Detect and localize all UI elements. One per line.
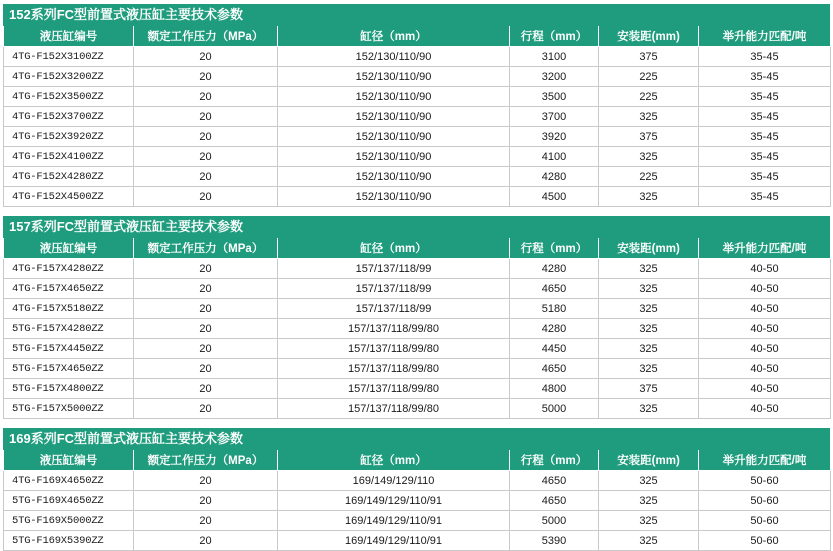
table-row [4,379,831,399]
cell-model: 4TG-F152X4100ZZ [4,147,134,167]
cell-bore: 152/130/110/90 [278,147,510,167]
cell-mounting: 325 [599,491,699,511]
cell-stroke: 4650 [510,471,599,491]
cell-stroke: 5000 [510,511,599,531]
table-row [4,47,831,67]
cell-bore: 157/137/118/99/80 [278,379,510,399]
column-header-stroke: 行程（mm） [510,238,599,259]
cell-pressure: 20 [134,511,278,531]
column-header-mounting: 安装距(mm) [599,450,699,471]
cell-mounting: 325 [599,187,699,207]
cell-model: 4TG-F152X3920ZZ [4,127,134,147]
column-header-mounting: 安装距(mm) [599,238,699,259]
column-header-bore: 缸径（mm） [278,26,510,47]
table-body [4,47,831,207]
column-header-model: 液压缸编号 [4,26,134,47]
cell-model: 4TG-F157X4650ZZ [4,279,134,299]
spec-table [3,450,831,551]
cell-mounting: 225 [599,67,699,87]
section-title: 157系列FC型前置式液压缸主要技术参数 [3,216,830,238]
cell-stroke: 3700 [510,107,599,127]
table-row [4,299,831,319]
column-header-capacity: 举升能力匹配/吨 [699,26,831,47]
cell-pressure: 20 [134,259,278,279]
cell-pressure: 20 [134,187,278,207]
cell-bore: 152/130/110/90 [278,167,510,187]
cell-stroke: 4280 [510,319,599,339]
table-row [4,127,831,147]
table-row [4,67,831,87]
cell-model: 5TG-F169X4650ZZ [4,491,134,511]
cell-bore: 169/149/129/110 [278,471,510,491]
cell-mounting: 325 [599,471,699,491]
cell-pressure: 20 [134,67,278,87]
cell-mounting: 225 [599,167,699,187]
cell-mounting: 325 [599,399,699,419]
table-body [4,259,831,419]
table-row [4,319,831,339]
cell-bore: 157/137/118/99 [278,299,510,319]
cell-model: 4TG-F152X4500ZZ [4,187,134,207]
cell-mounting: 325 [599,359,699,379]
cell-mounting: 375 [599,47,699,67]
cell-capacity: 35-45 [699,127,831,147]
cell-stroke: 3200 [510,67,599,87]
cell-bore: 152/130/110/90 [278,107,510,127]
cell-model: 5TG-F169X5390ZZ [4,531,134,551]
table-row [4,259,831,279]
cell-capacity: 40-50 [699,359,831,379]
spec-section-169 [3,428,830,551]
cell-capacity: 35-45 [699,187,831,207]
cell-capacity: 40-50 [699,399,831,419]
cell-capacity: 35-45 [699,147,831,167]
cell-stroke: 4280 [510,167,599,187]
cell-pressure: 20 [134,319,278,339]
table-row [4,147,831,167]
table-row [4,359,831,379]
table-header-row [4,450,831,471]
section-gap [3,207,830,216]
table-row [4,471,831,491]
table-row [4,491,831,511]
cell-pressure: 20 [134,399,278,419]
cell-capacity: 50-60 [699,471,831,491]
cell-capacity: 40-50 [699,339,831,359]
column-header-model: 液压缸编号 [4,450,134,471]
cell-capacity: 50-60 [699,511,831,531]
cell-pressure: 20 [134,147,278,167]
cell-stroke: 4280 [510,259,599,279]
column-header-pressure: 额定工作压力（MPa） [134,450,278,471]
cell-bore: 157/137/118/99 [278,259,510,279]
cell-pressure: 20 [134,359,278,379]
table-row [4,339,831,359]
cell-model: 4TG-F152X3100ZZ [4,47,134,67]
cell-mounting: 325 [599,107,699,127]
cell-capacity: 50-60 [699,531,831,551]
cell-capacity: 35-45 [699,47,831,67]
spec-section-157 [3,216,830,419]
cell-stroke: 5180 [510,299,599,319]
table-header-row [4,26,831,47]
cell-bore: 152/130/110/90 [278,67,510,87]
cell-model: 5TG-F157X4650ZZ [4,359,134,379]
cell-bore: 152/130/110/90 [278,47,510,67]
section-title: 169系列FC型前置式液压缸主要技术参数 [3,428,830,450]
cell-bore: 157/137/118/99 [278,279,510,299]
cell-stroke: 5390 [510,531,599,551]
table-body [4,471,831,551]
cell-mounting: 325 [599,319,699,339]
section-gap [3,419,830,428]
cell-pressure: 20 [134,471,278,491]
cell-model: 4TG-F152X3500ZZ [4,87,134,107]
table-row [4,87,831,107]
cell-mounting: 325 [599,511,699,531]
cell-stroke: 4650 [510,279,599,299]
column-header-pressure: 额定工作压力（MPa） [134,26,278,47]
cell-pressure: 20 [134,299,278,319]
cell-model: 5TG-F157X4800ZZ [4,379,134,399]
spec-section-152 [3,4,830,207]
column-header-capacity: 举升能力匹配/吨 [699,238,831,259]
cell-pressure: 20 [134,47,278,67]
cell-stroke: 3920 [510,127,599,147]
cell-stroke: 4650 [510,491,599,511]
cell-mounting: 325 [599,259,699,279]
column-header-stroke: 行程（mm） [510,26,599,47]
cell-capacity: 35-45 [699,87,831,107]
cell-bore: 152/130/110/90 [278,127,510,147]
cell-pressure: 20 [134,107,278,127]
cell-bore: 152/130/110/90 [278,187,510,207]
table-row [4,279,831,299]
cell-capacity: 40-50 [699,299,831,319]
table-row [4,511,831,531]
cell-stroke: 3500 [510,87,599,107]
cell-model: 4TG-F157X5180ZZ [4,299,134,319]
cell-pressure: 20 [134,491,278,511]
cell-mounting: 375 [599,127,699,147]
cell-capacity: 40-50 [699,259,831,279]
cell-capacity: 40-50 [699,279,831,299]
cell-stroke: 4650 [510,359,599,379]
cell-bore: 169/149/129/110/91 [278,511,510,531]
cell-stroke: 4100 [510,147,599,167]
cell-model: 4TG-F152X3200ZZ [4,67,134,87]
cell-bore: 157/137/118/99/80 [278,399,510,419]
column-header-mounting: 安装距(mm) [599,26,699,47]
section-title: 152系列FC型前置式液压缸主要技术参数 [3,4,830,26]
cell-bore: 152/130/110/90 [278,87,510,107]
cell-pressure: 20 [134,379,278,399]
cell-mounting: 325 [599,339,699,359]
cell-bore: 157/137/118/99/80 [278,359,510,379]
table-row [4,107,831,127]
cell-stroke: 4500 [510,187,599,207]
cell-pressure: 20 [134,279,278,299]
cell-mounting: 325 [599,147,699,167]
cell-pressure: 20 [134,167,278,187]
cell-mounting: 325 [599,299,699,319]
cell-mounting: 225 [599,87,699,107]
cell-capacity: 35-45 [699,67,831,87]
column-header-bore: 缸径（mm） [278,238,510,259]
cell-capacity: 40-50 [699,319,831,339]
column-header-capacity: 举升能力匹配/吨 [699,450,831,471]
cell-model: 4TG-F152X3700ZZ [4,107,134,127]
cell-stroke: 4800 [510,379,599,399]
table-row [4,531,831,551]
cell-model: 4TG-F152X4280ZZ [4,167,134,187]
cell-bore: 157/137/118/99/80 [278,339,510,359]
spec-table [3,26,831,207]
cell-stroke: 3100 [510,47,599,67]
cell-model: 5TG-F157X4280ZZ [4,319,134,339]
cell-mounting: 375 [599,379,699,399]
cell-model: 5TG-F157X5000ZZ [4,399,134,419]
cell-capacity: 35-45 [699,107,831,127]
table-row [4,167,831,187]
cell-model: 4TG-F169X4650ZZ [4,471,134,491]
spec-table [3,238,831,419]
cell-model: 5TG-F157X4450ZZ [4,339,134,359]
cell-pressure: 20 [134,87,278,107]
cell-pressure: 20 [134,127,278,147]
column-header-model: 液压缸编号 [4,238,134,259]
table-row [4,399,831,419]
cell-pressure: 20 [134,531,278,551]
column-header-pressure: 额定工作压力（MPa） [134,238,278,259]
cell-bore: 157/137/118/99/80 [278,319,510,339]
column-header-bore: 缸径（mm） [278,450,510,471]
cell-model: 4TG-F157X4280ZZ [4,259,134,279]
cell-bore: 169/149/129/110/91 [278,531,510,551]
table-header-row [4,238,831,259]
cell-mounting: 325 [599,279,699,299]
cell-stroke: 4450 [510,339,599,359]
cell-capacity: 35-45 [699,167,831,187]
table-row [4,187,831,207]
cell-mounting: 325 [599,531,699,551]
cell-bore: 169/149/129/110/91 [278,491,510,511]
cell-capacity: 50-60 [699,491,831,511]
cell-stroke: 5000 [510,399,599,419]
cell-pressure: 20 [134,339,278,359]
cell-capacity: 40-50 [699,379,831,399]
cell-model: 5TG-F169X5000ZZ [4,511,134,531]
column-header-stroke: 行程（mm） [510,450,599,471]
